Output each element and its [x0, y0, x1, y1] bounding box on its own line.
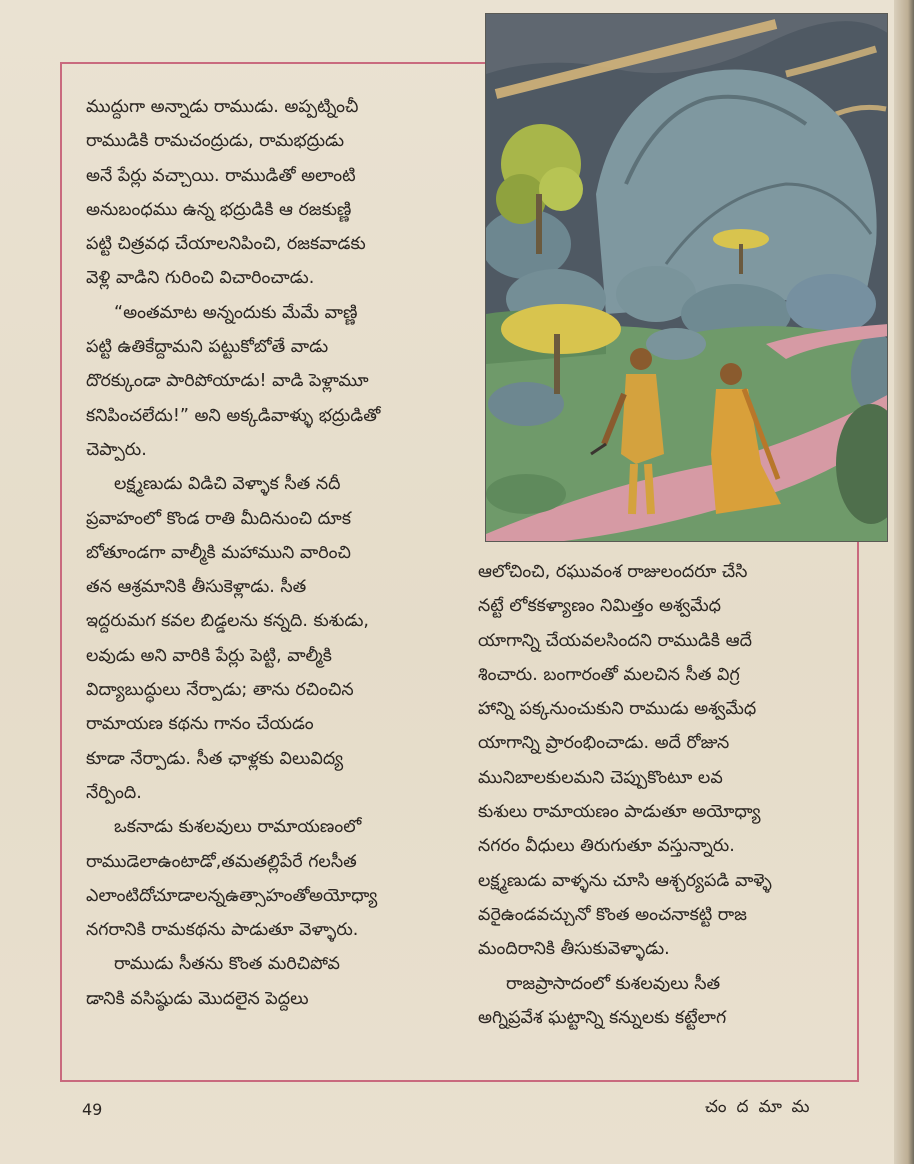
- text-line: తన ఆశ్రమానికి తీసుకెళ్లాడు. సీత: [86, 577, 307, 598]
- text-line: పట్టి చిత్రవధ చేయాలనిపించి, రజకవాడకు: [86, 234, 366, 255]
- text-line: లక్ష్మణుడు విడిచి వెళ్ళాక సీత నదీ: [114, 474, 341, 495]
- page-edge: [894, 0, 914, 1164]
- text-line: అనుబంధము ఉన్న భద్రుడికి ఆ రజకుణ్ణి: [86, 199, 352, 220]
- text-line: నగరానికి రామకథను పాడుతూ వెళ్ళారు.: [86, 920, 359, 941]
- text-line: ఆలోచించి, రఘువంశ రాజులందరూ చేసి: [478, 562, 748, 582]
- page-number: 49: [82, 1100, 103, 1119]
- text-line: ఎలాంటిదోచూడాలన్నఉత్సాహంతోఅయోధ్యా: [86, 885, 378, 906]
- text-line: వరైఉండవచ్చునో కొంత అంచనాకట్టి రాజ: [478, 904, 747, 925]
- text-line: నగరం వీధులు తిరుగుతూ వస్తున్నారు.: [478, 836, 735, 857]
- text-line: ప్రవాహంలో కొండ రాతి మీదినుంచి దూక: [86, 508, 351, 529]
- text-line: మందిరానికి తీసుకువెళ్ళాడు.: [478, 939, 670, 960]
- text-line: నట్టే లోకకళ్యాణం నిమిత్తం అశ్వమేధ: [478, 596, 722, 617]
- text-column-right: [478, 555, 850, 1035]
- text-column-left: [86, 90, 464, 1016]
- text-line: కనిపించలేదు!” అని అక్కడివాళ్ళు భద్రుడితో: [86, 405, 381, 426]
- text-line: మునిబాలకులమని చెప్పుకొంటూ లవ: [478, 767, 723, 788]
- text-line: ఒకనాడు కుశలవులు రామాయణంలో: [114, 817, 362, 838]
- text-line: రాముడు సీతను కొంత మరిచిపోవ: [114, 954, 340, 975]
- text-line: శించారు. బంగారంతో మలచిన సీత విగ్ర: [478, 664, 740, 685]
- text-line: విద్యాబుద్ధులు నేర్పాడు; తాను రచించిన: [86, 680, 354, 701]
- text-line: వెళ్లి వాడిని గురించి విచారించాడు.: [86, 268, 315, 289]
- text-line: యాగాన్ని ప్రారంభించాడు. అదే రోజున: [478, 733, 730, 754]
- text-line: చెప్పారు.: [86, 439, 147, 460]
- text-line: హాన్ని పక్కనుంచుకుని రాముడు అశ్వమేధ: [478, 699, 757, 720]
- text-line: ఇద్దరుమగ కవల బిడ్డలను కన్నది. కుశుడు,: [86, 611, 369, 632]
- text-line: లక్ష్మణుడు వాళ్ళను చూసి ఆశ్చర్యపడి వాళ్ళె: [478, 870, 772, 891]
- text-line: రాముడెలాఉంటాడో,తమతల్లిపేరే గలసీత: [86, 851, 357, 872]
- text-line: యాగాన్ని చేయవలసిందని రాముడికి ఆదే: [478, 630, 752, 651]
- illustration-rama-sita-walking: [485, 13, 888, 542]
- text-line: రాజప్రాసాదంలో కుశలవులు సీత: [506, 973, 721, 994]
- text-line: దొరక్కుండా పారిపోయాడు! వాడి పెళ్లామూ: [86, 371, 369, 392]
- magazine-name: చందమామ: [705, 1097, 820, 1117]
- text-line: అగ్నిప్రవేశ ఘట్టాన్ని కన్నులకు కట్టేలాగ: [478, 1007, 727, 1028]
- text-line: బోతూండగా వాల్మీకి మహాముని వారించి: [86, 542, 351, 563]
- text-line: “అంతమాట అన్నందుకు మేమే వాణ్ణి: [114, 302, 358, 323]
- text-line: కుశులు రామాయణం పాడుతూ అయోధ్యా: [478, 802, 761, 823]
- text-line: లవుడు అని వారికి పేర్లు పెట్టి, వాల్మీకి: [86, 645, 332, 666]
- text-line: పట్టి ఉతికేద్దామని పట్టుకోబోతే వాడు: [86, 337, 329, 358]
- text-line: అనే పేర్లు వచ్చాయి. రాముడితో అలాంటి: [86, 165, 356, 186]
- text-line: రామాయణ కథను గానం చేయడం: [86, 714, 314, 735]
- text-line: డానికి వసిష్ఠుడు మొదలైన పెద్దలు: [86, 988, 309, 1009]
- text-line: రాముడికి రామచంద్రుడు, రామభద్రుడు: [86, 131, 345, 152]
- text-line: ముద్దుగా అన్నాడు రాముడు. అప్పట్నించీ: [86, 97, 359, 117]
- text-line: నేర్పింది.: [86, 782, 142, 803]
- text-line: కూడా నేర్పాడు. సీత ఛాళ్లకు విలువిద్య: [86, 748, 344, 769]
